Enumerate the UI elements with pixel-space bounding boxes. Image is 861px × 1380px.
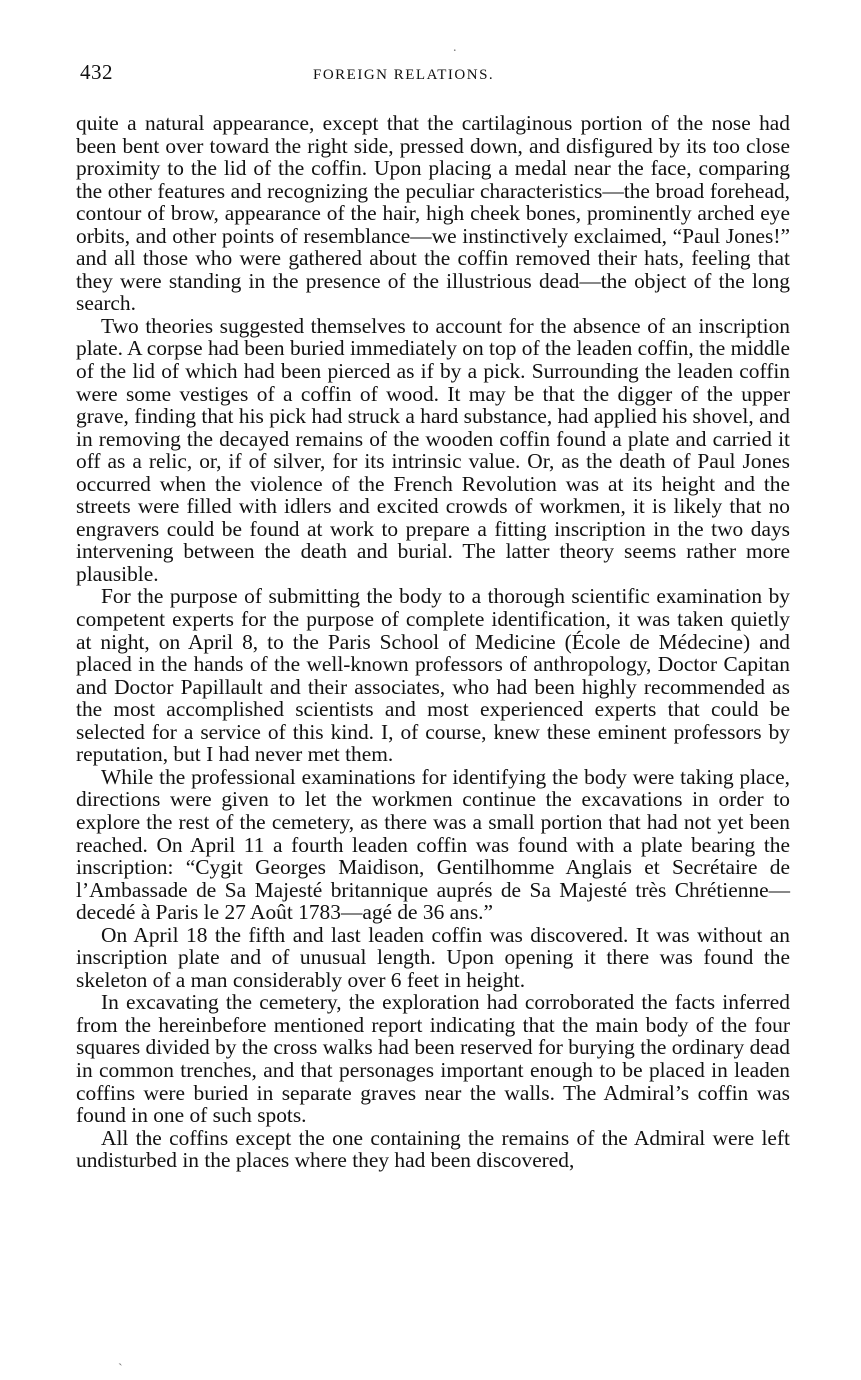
paragraph-4: While the professional examinations for identifying the body were taking place, directions were given to let the workmen continue the excavations in order to explore the rest of the cemetery, as there was a small portion that had not yet been reached. On April 11 a fourth leaden coffin was found with a plate bearing the inscription: “Cygit Georges Maidison, Gentilhomme Anglais et Secrétaire de l’Ambassade de Sa Majesté britannique auprés de Sa Majesté très Chrétienne—decedé à Paris le 27 Août 1783—agé de 36 ans.” — [76, 764, 790, 925]
running-title: FOREIGN RELATIONS. — [313, 67, 495, 83]
print-speck: . — [453, 40, 457, 55]
paragraph-3: For the purpose of submitting the body to a thorough scientific examination by competent experts for the purpose of complete identification, it was taken quietly at night, on April 8, to the Paris School of Medicine (École de Médecine) and placed in the hands of the well-known professors of anthropology, Doctor Capitan and Doctor Papillault and their associates, who had been highly recommended as the most accomplished scientists and most experienced experts that could be selected for a service of this kind. I, of course, knew these eminent professors by reputation, but I had never met them. — [76, 584, 790, 767]
page-number: 432 — [80, 60, 113, 84]
paragraph-6: In excavating the cemetery, the exploration had corroborated the facts inferred from the hereinbefore mentioned report indicating that the main body of the four squares divided by the cross walks had been reserved for burying the ordinary dead in common trenches, and that personages important enough to be placed in leaden coffins were buried in separate graves near the walls. The Admiral’s coffin was found in one of such spots. — [76, 990, 790, 1128]
page-header — [80, 60, 790, 90]
body-text — [76, 112, 790, 1172]
print-speck: ` — [118, 1362, 123, 1377]
paragraph-1: quite a natural appearance, except that the cartilaginous portion of the nose had been bent over toward the right side, pressed down, and disfigured by its too close proximity to the lid of the coffin. Upon placing a medal near the face, comparing the other features and recognizing the peculiar characteristics—the broad forehead, contour of brow, appearance of the hair, high cheek bones, prominently arched eye orbits, and other points of resemblance—we instinctively exclaimed, “Paul Jones!” and all those who were gathered about the coffin removed their hats, feeling that they were standing in the presence of the illustrious dead—the object of the long search. — [76, 111, 790, 316]
paragraph-5: On April 18 the fifth and last leaden coffin was discovered. It was without an inscription plate and of unusual length. Upon opening it there was found the skeleton of a man considerably over 6 feet in height. — [76, 922, 790, 992]
paragraph-2: Two theories suggested themselves to account for the absence of an inscription plate. A corpse had been buried immediately on top of the leaden coffin, the middle of the lid of which had been pierced as if by a pick. Surrounding the leaden coffin were some vestiges of a coffin of wood. It may be that the digger of the upper grave, finding that his pick had struck a hard substance, had applied his shovel, and in removing the decayed remains of the wooden coffin found a plate and carried it off as a relic, or, if of silver, for its intrinsic value. Or, as the death of Paul Jones occurred when the violence of the French Revolution was at its height and the streets were filled with idlers and excited crowds of workmen, it is likely that no engravers could be found at work to prepare a fitting inscription in the two days intervening between the death and burial. The latter theory seems rather more plausible. — [76, 313, 790, 586]
paragraph-7: All the coffins except the one containing the remains of the Admiral were left undisturbed in the places where they had been discovered, — [76, 1125, 790, 1173]
